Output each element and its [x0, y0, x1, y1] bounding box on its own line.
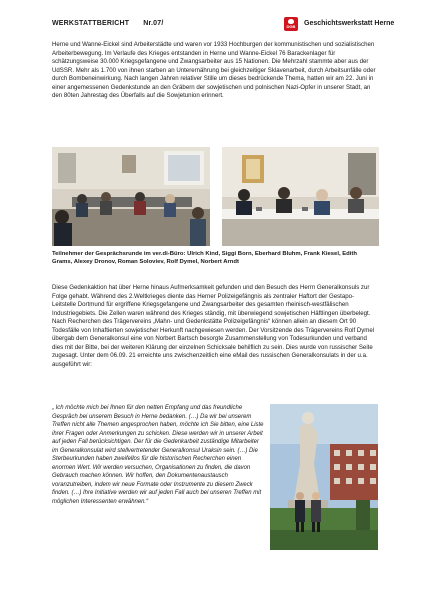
memorial-statue-image [270, 404, 378, 550]
dgb-logo-icon: DGB [284, 17, 298, 31]
report-title [52, 20, 164, 27]
report-number: Nr.07/ [143, 20, 164, 27]
memorial-photo [270, 404, 378, 550]
report-title-text: WERKSTATTBERICHT [52, 20, 130, 27]
photo-caption: Teilnehmer der Gesprächsrunde im ver.di-Büro: Ulrich Kind, Siggi Born, Eberhard Bluhm, Frank Kiesel, Edith Grams, Alexey Dronov, Roman Soloviev, Rolf Dymel, Norbert Arndt [52, 251, 357, 266]
page-header [52, 20, 395, 34]
intro-paragraph: Herne und Wanne-Eickel sind Arbeiterstädte und waren vor 1933 Hochburgen der kommunistischen und sozialistischen Arbeiterbewegung. Im Verlaufe des Krieges entstanden in Herne und Wanne-Eickel 76 Barackenlager für schätzungsweise 30.000 Kriegsgefangene und Zwangsarbeiter aus 15 Nationen. Die Mehrzahl stammte aber aus der UdSSR. Mehr als 1.700 von ihnen starben an Unterernährung bei gleichzeitiger Sklavenarbeit, durch Arbeitsunfälle oder durch Bombeneinwirkung. Nach langen Jahren relativer Stille um dieses bedrückende Thema, hatten wir am 22. Juni in einer angemessenen Gedenkstunde an den Gräbern der sowjetischen und polnischen Nazi-Opfer in unserer Stadt, an den 80ten Jahrestag des Überfalls auf die Sowjetunion erinnert. [52, 41, 376, 100]
discussion-table-image [222, 147, 379, 246]
consulate-quote: „ Ich möchte mich bei Ihnen für den netten Empfang und das freundliche Gespräch bei unserem Besuch in Herne bedanken. (…) Da wir bei unserem Treffen nicht alle Themen angesprochen haben, möchte ich Sie bitten, eine Liste ihrer Fragen oder Anmerkungen zu schicken. Diese werden wir in unserer Arbeit auf jeden Fall berücksichtigen. Der für die Gedenkarbeit zuständige Mitarbeiter im Generalkonsulat wird stellvertretender Generalkonsul Uraksin sein. (…) Die Sterbeurkunden haben zweifellos für die historischen Recherchen einen enormen Wert. Wir werden versuchen, Organisationen zu finden, die davon Gebrauch machen können. Wir hoffen, den Dokumentenaustausch voranzutreiben, indem wir neue Formate oder Instrumente zu diesem Zweck finden. (…) Ihre Initiative werden wir auf jeden Fall auch bei unseren Treffen mit möglichen Interessenten erwähnen.“ [52, 405, 264, 505]
meeting-room-image [52, 147, 210, 246]
meeting-photo-left [52, 147, 210, 246]
organization-name: Geschichtswerkstatt Herne [304, 20, 395, 27]
main-paragraph: Diese Gedenkaktion hat über Herne hinaus Aufmerksamkeit gefunden und den Besuch des Herrn Generalkonsuls zur Folge gehabt. Während des 2.Weltkrieges diente das Herner Polizeigefängnis als zentraler Haftort der Gestapo-Leitstelle Dortmund für ergriffene Kriegsgefangene und Zwangsarbeiter des gesamten rheinisch-westfälischen Industriegebiets. Die Zellen waren während des Krieges ständig, mit überwiegend sowjetischen Häftlingen überbelegt. Nach Recherchen des Trägervereins „Mahn- und Gedenkstätte Polizeigefängnis“ können allein an diesem Ort 90 Todesfälle von Inhaftierten sowjetischer Herkunft nachgewiesen werden. Der Vorsitzende des Trägervereins Rolf Dymel übergab dem Generalkonsul eine von Norbert Bartsch besorgte Zusammenstellung von Todesurkunden und verband dies mit der Bitte, bei der weiteren Klärung der einzelnen Schicksale behilflich zu sein. Dies wurde von russischer Seite zugesagt. Unter dem 06.09. 21 erreichte uns zwischenzeitlich eine eMail des russischen Generalkonsulats in der u.a. ausgeführt wir: [52, 284, 375, 368]
meeting-photo-right [222, 147, 379, 246]
